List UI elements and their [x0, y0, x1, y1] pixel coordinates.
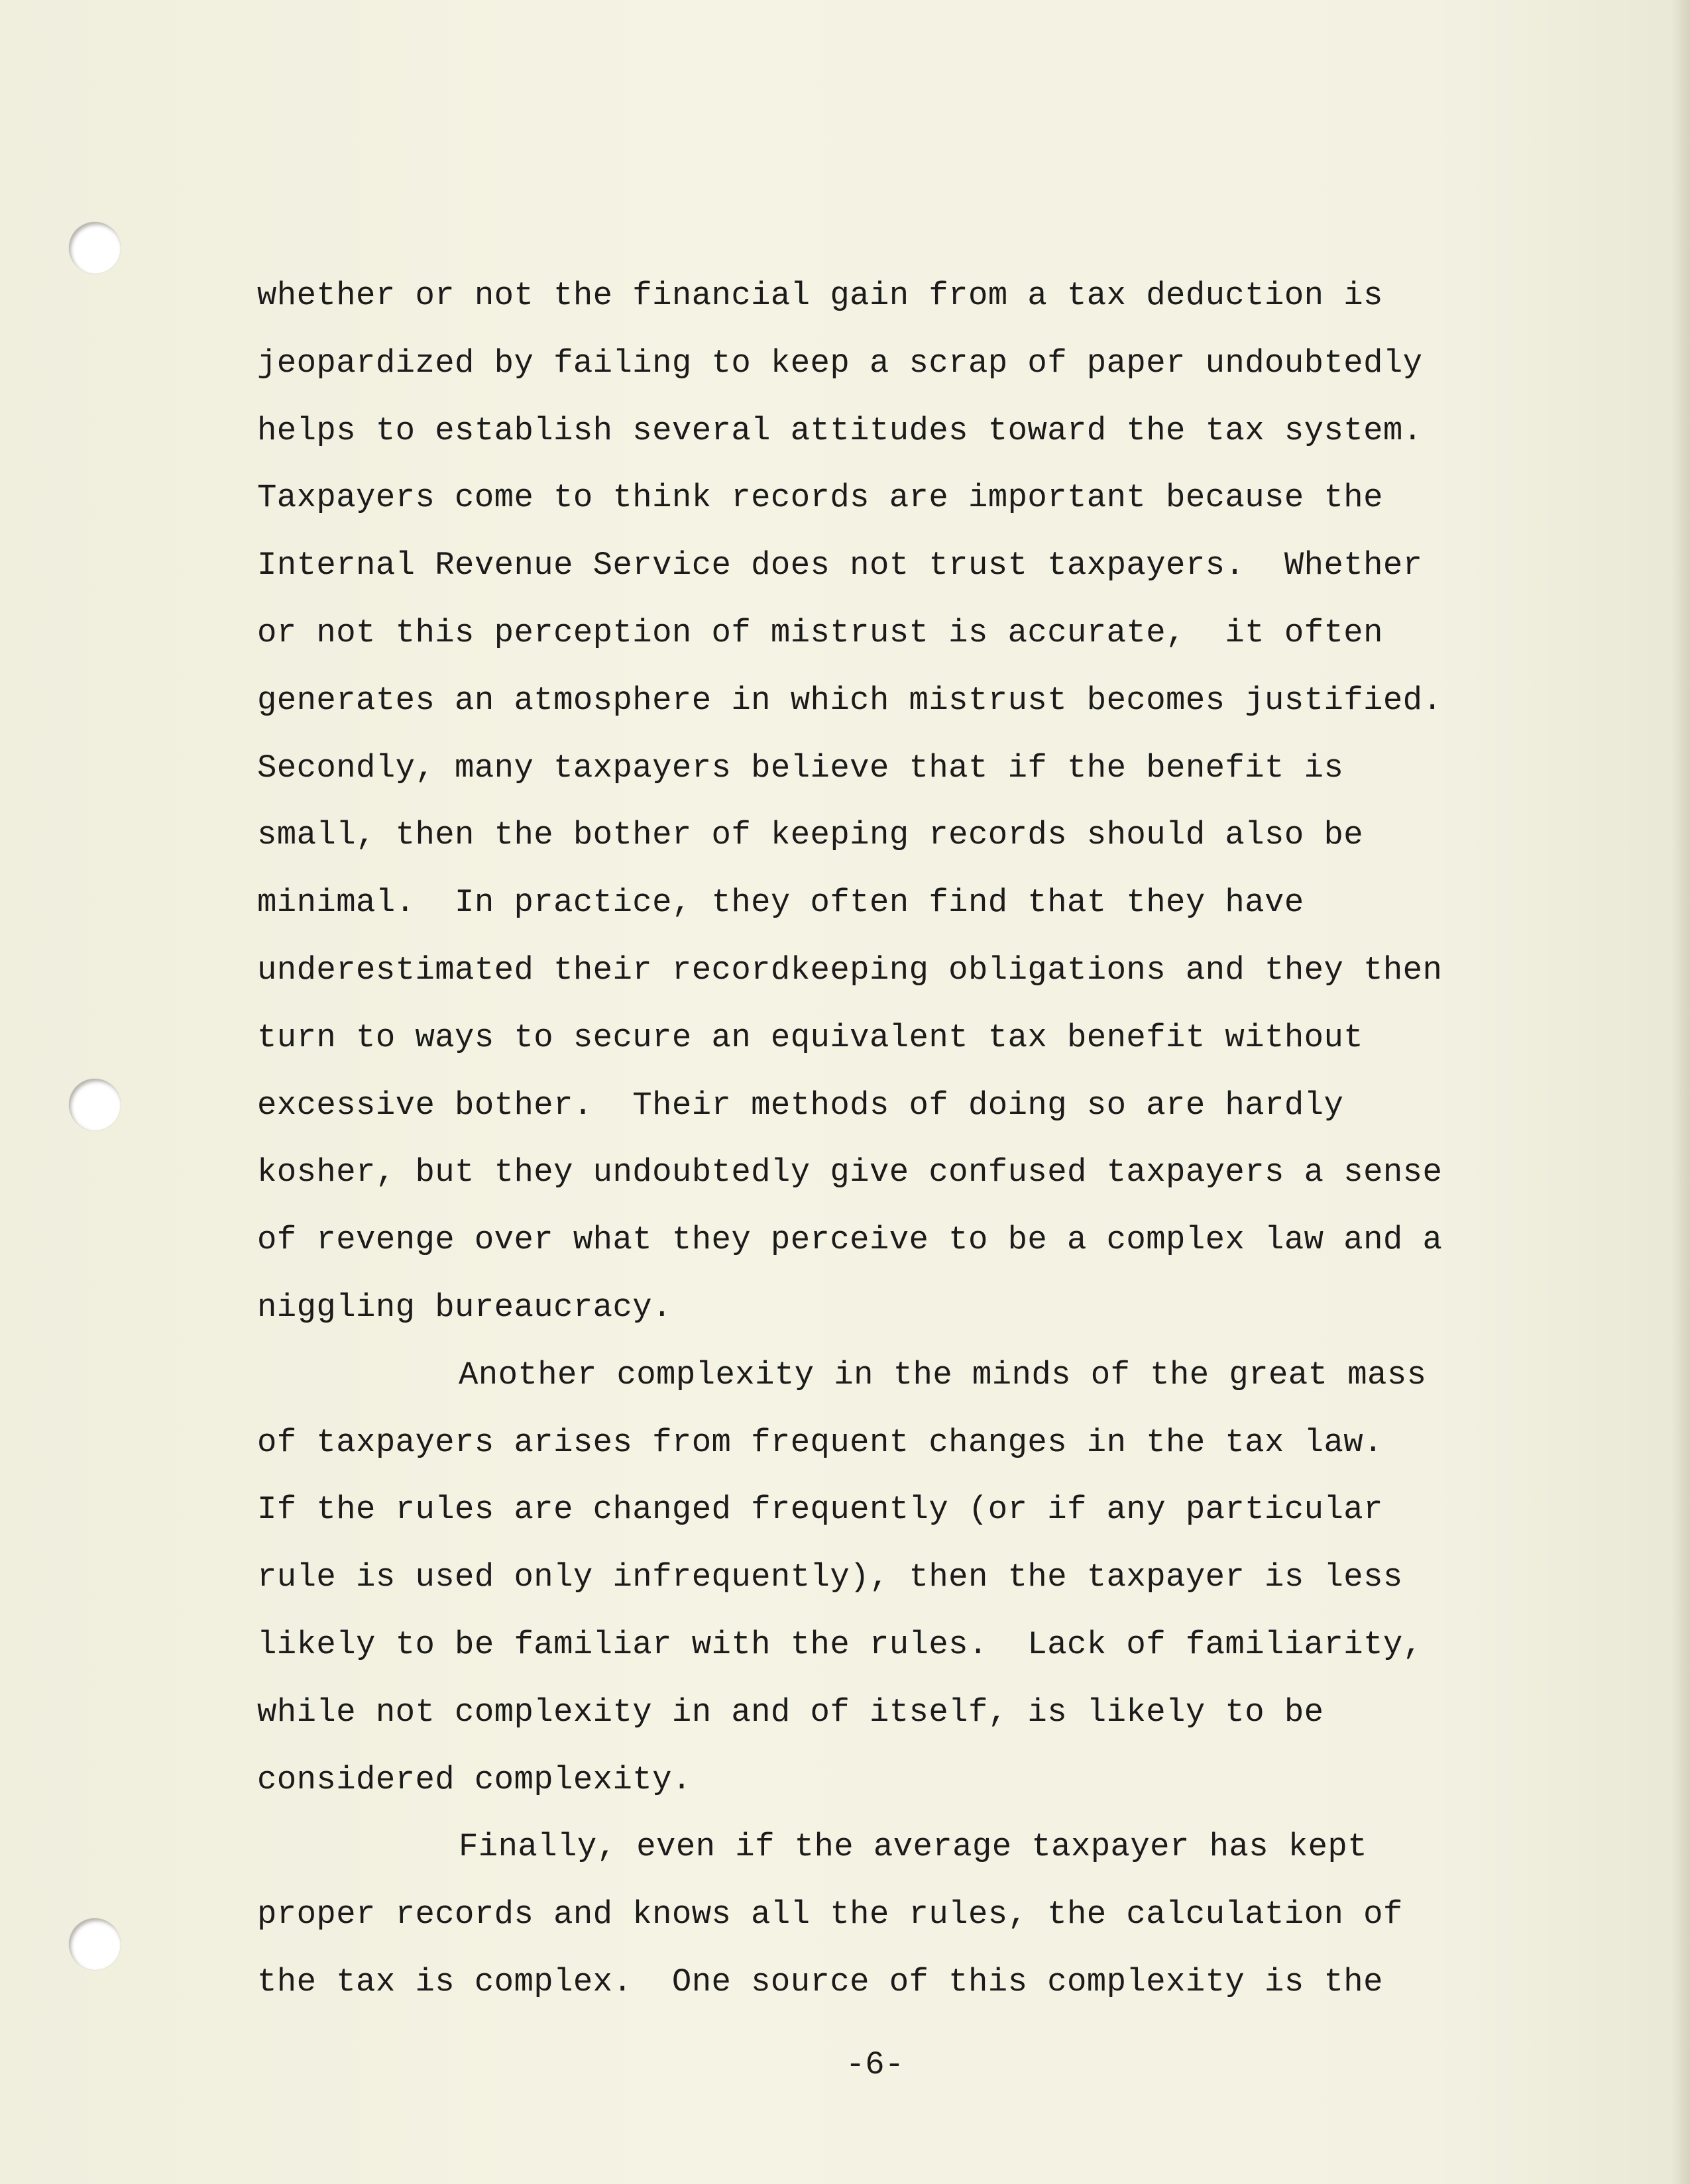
- page-number: -6-: [845, 2046, 905, 2083]
- text-line: of revenge over what they perceive to be a complex law and a: [257, 1221, 1443, 1259]
- text-line: or not this perception of mistrust is accurate, it often: [257, 614, 1383, 651]
- text-line: helps to establish several attitudes toward the tax system.: [257, 411, 1423, 449]
- text-line: whether or not the financial gain from a tax deduction is: [257, 277, 1383, 314]
- body-text: [257, 262, 1490, 2016]
- text-line: while not complexity in and of itself, is likely to be: [257, 1693, 1324, 1731]
- text-line: niggling bureaucracy.: [257, 1288, 672, 1326]
- text-line: of taxpayers arises from frequent changes in the tax law.: [257, 1423, 1383, 1461]
- text-line: proper records and knows all the rules, the calculation of: [257, 1896, 1403, 1934]
- text-line: generates an atmosphere in which mistrust becomes justified.: [257, 681, 1443, 719]
- text-line: the tax is complex. One source of this complexity is the: [257, 1963, 1383, 2000]
- text-line: excessive bother. Their methods of doing so are hardly: [257, 1086, 1344, 1124]
- paragraph-start-line: Finally, even if the average taxpayer has kept: [459, 1828, 1368, 1866]
- paragraph-start-line: Another complexity in the minds of the great mass: [459, 1356, 1427, 1393]
- text-line: kosher, but they undoubtedly give confused taxpayers a sense: [257, 1154, 1443, 1191]
- text-line: likely to be familiar with the rules. Lack of familiarity,: [257, 1625, 1423, 1663]
- text-line: minimal. In practice, they often find that they have: [257, 884, 1304, 922]
- page-edge-shadow: [1671, 0, 1690, 2184]
- text-line: small, then the bother of keeping records should also be: [257, 816, 1364, 854]
- text-line: turn to ways to secure an equivalent tax benefit without: [257, 1018, 1364, 1056]
- binder-hole-middle: [69, 1079, 121, 1130]
- text-line: considered complexity.: [257, 1761, 692, 1798]
- text-line: Internal Revenue Service does not trust taxpayers. Whether: [257, 547, 1423, 584]
- binder-hole-bottom: [69, 1918, 121, 1970]
- text-line: jeopardized by failing to keep a scrap of paper undoubtedly: [257, 344, 1423, 382]
- text-line: Secondly, many taxpayers believe that if the benefit is: [257, 749, 1344, 787]
- text-line: rule is used only infrequently), then the taxpayer is less: [257, 1558, 1403, 1596]
- binder-hole-top: [69, 222, 121, 274]
- text-line: If the rules are changed frequently (or if any particular: [257, 1491, 1383, 1529]
- text-line: Taxpayers come to think records are important because the: [257, 479, 1383, 517]
- text-line: underestimated their recordkeeping obligations and they then: [257, 951, 1443, 989]
